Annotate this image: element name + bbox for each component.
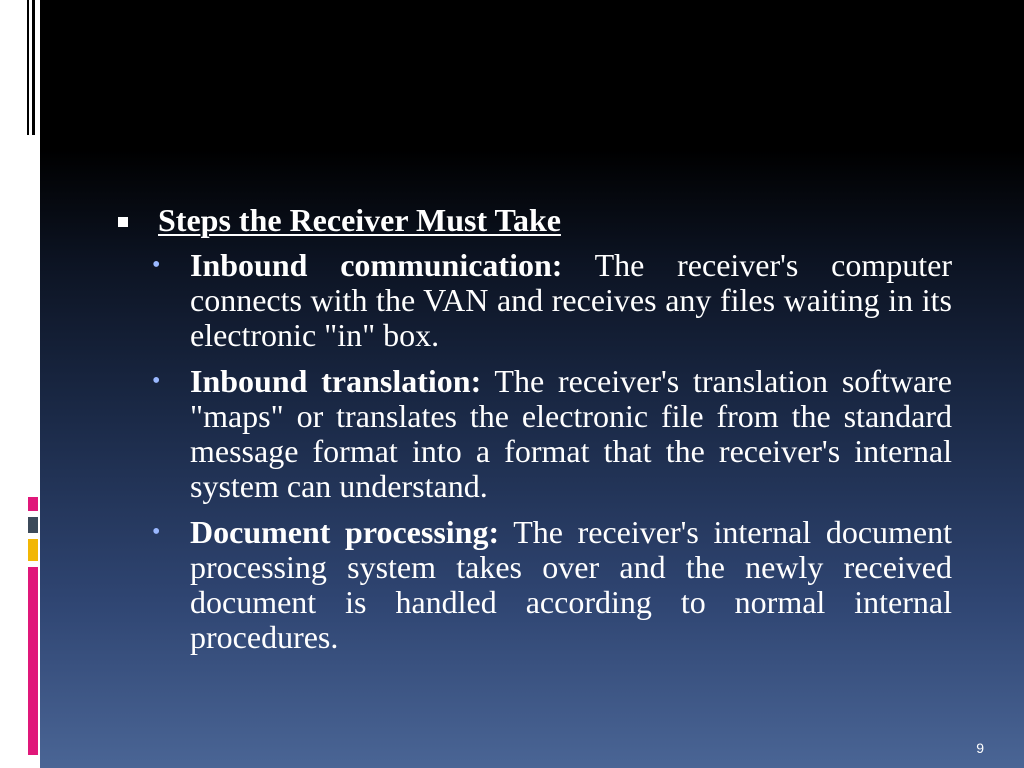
- page-number: 9: [976, 740, 984, 756]
- item-term: Inbound translation:: [190, 363, 482, 399]
- bullet-list: [152, 248, 952, 666]
- bullet-dot-icon: •: [152, 252, 161, 278]
- heading-row: [118, 202, 561, 239]
- item-text: The receiver's internal document processing system takes over and the newly received document is handled according to normal internal procedures.: [190, 514, 953, 655]
- accent-yellow-block: [28, 539, 38, 561]
- slide-heading: Steps the Receiver Must Take: [158, 202, 561, 238]
- item-term: Inbound communication:: [190, 247, 563, 283]
- top-stripe-1: [22, 0, 24, 135]
- accent-magenta-bar: [28, 567, 38, 755]
- bullet-dot-icon: •: [152, 519, 161, 545]
- square-bullet-icon: [118, 217, 128, 227]
- list-item: [152, 364, 952, 504]
- decorative-accents: [0, 0, 40, 768]
- list-item: [152, 248, 952, 353]
- bullet-dot-icon: •: [152, 368, 161, 394]
- item-text: The receiver's computer connects with the VAN and receives any files waiting in its electronic "in" box.: [190, 247, 953, 353]
- item-term: Document processing:: [190, 514, 500, 550]
- list-item: [152, 515, 952, 655]
- top-stripe-3: [32, 0, 35, 135]
- accent-magenta-block: [28, 497, 38, 511]
- top-stripe-2: [27, 0, 29, 135]
- accent-gray-block: [28, 517, 38, 533]
- item-text: The receiver's translation software "maps" or translates the electronic file from the standard message format into a format that the receiver's internal system can understand.: [190, 363, 952, 504]
